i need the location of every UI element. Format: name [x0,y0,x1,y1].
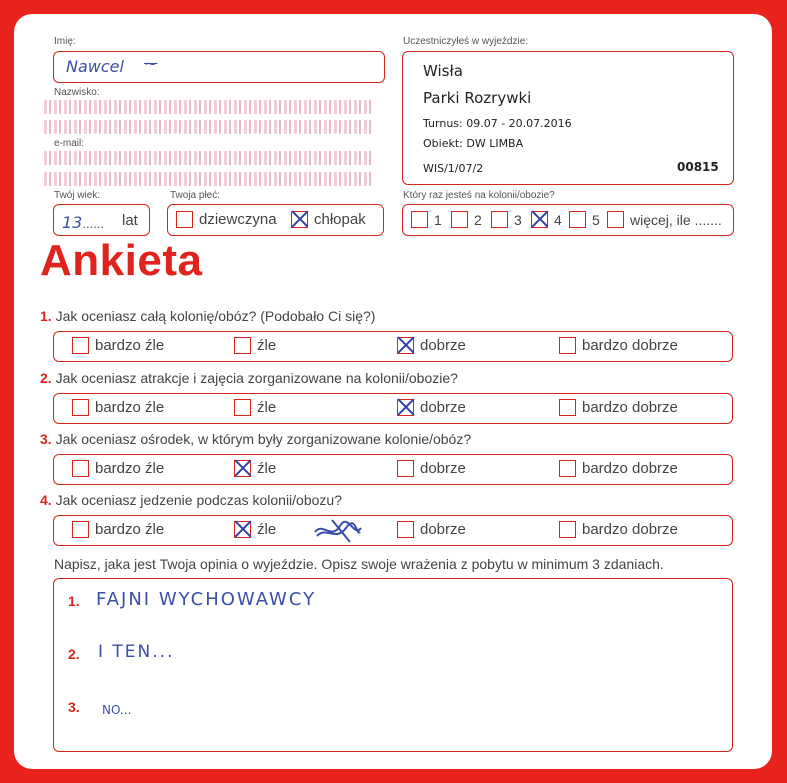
trip-place: Wisła [423,62,463,80]
scribble-mark-icon [312,518,364,544]
q1-bardzo-dobrze[interactable]: bardzo dobrze [559,337,678,354]
q4-bardzo-dobrze[interactable]: bardzo dobrze [559,521,678,538]
email-label: e-mail: [54,138,85,149]
first-name-value: Nawcel [66,57,124,76]
question-2: 2. Jak oceniasz atrakcje i zajęcia zorganizowane na kolonii/obozie? [40,370,458,386]
q1-bardzo-zle[interactable]: bardzo źle [72,337,164,354]
trip-turnus: Turnus: 09.07 - 20.07.2016 [423,117,572,130]
trip-obiekt: Obiekt: DW LIMBA [423,137,524,150]
redacted-last-name-2 [44,120,374,134]
opinion-textarea[interactable] [53,578,733,752]
times-field [402,204,734,236]
q1-dobrze-checked[interactable]: dobrze [397,337,466,354]
question-3-options [53,454,733,485]
times-option-4-checked[interactable]: 4 [531,211,562,228]
question-4-options [53,515,733,546]
q2-bardzo-dobrze[interactable]: bardzo dobrze [559,399,678,416]
redacted-email [44,151,374,165]
opinion-line-1-text: FAJNI WYCHOWAWCY [96,589,317,610]
gender-option-girl[interactable]: dziewczyna [176,211,277,228]
question-2-options [53,393,733,424]
times-label: Który raz jesteś na kolonii/obozie? [403,190,555,201]
q2-dobrze-checked[interactable]: dobrze [397,399,466,416]
opinion-prompt: Napisz, jaka jest Twoja opinia o wyjeździe. Opisz swoje wrażenia z pobytu w minimum 3 zdaniach. [54,556,664,572]
crossed-out-handwriting: ~ [144,54,158,73]
question-4: 4. Jak oceniasz jedzenie podczas kolonii/obozu? [40,492,342,508]
trip-label: Uczestniczyłeś w wyjeździe: [403,36,529,47]
survey-title: Ankieta [40,236,203,285]
q3-zle-checked[interactable]: źle [234,460,276,477]
age-value: 13 [62,213,83,232]
redacted-last-name [44,100,374,114]
trip-name: Parki Rozrywki [423,89,532,107]
opinion-line-3-text: NO... [102,703,132,717]
age-field[interactable]: 13...... lat [53,204,150,236]
first-name-label: Imię: [54,36,76,47]
redacted-email-2 [44,172,374,186]
q4-dobrze[interactable]: dobrze [397,521,466,538]
opinion-line-2-text: I TEN... [98,642,175,662]
question-1-options [53,331,733,362]
question-1: 1. Jak oceniasz całą kolonię/obóz? (Podobało Ci się?) [40,308,376,324]
q2-bardzo-zle[interactable]: bardzo źle [72,399,164,416]
q3-bardzo-zle[interactable]: bardzo źle [72,460,164,477]
gender-field [167,204,384,236]
times-option-1[interactable]: 1 [411,211,442,228]
q2-zle[interactable]: źle [234,399,276,416]
times-option-2[interactable]: 2 [451,211,482,228]
times-option-more[interactable]: więcej, ile ....... [607,211,722,228]
trip-info-box [402,51,734,185]
q4-bardzo-zle[interactable]: bardzo źle [72,521,164,538]
checkbox-girl[interactable] [176,211,193,228]
opinion-line-1-num: 1. [68,593,80,609]
last-name-label: Nazwisko: [54,87,100,98]
q4-zle-checked[interactable]: źle [234,521,276,538]
times-option-5[interactable]: 5 [569,211,600,228]
question-3: 3. Jak oceniasz ośrodek, w którym były zorganizowane kolonie/obóz? [40,431,472,447]
q1-zle[interactable]: źle [234,337,276,354]
opinion-line-2-num: 2. [68,646,80,662]
trip-code: WIS/1/07/2 [423,162,484,175]
gender-label: Twoja płeć: [170,190,221,201]
times-option-3[interactable]: 3 [491,211,522,228]
opinion-line-3-num: 3. [68,699,80,715]
age-unit: lat [122,212,138,229]
age-label: Twój wiek: [54,190,101,201]
first-name-field[interactable] [53,51,385,83]
gender-option-boy[interactable]: chłopak [291,211,366,228]
checkbox-boy-checked[interactable] [291,211,308,228]
q3-dobrze[interactable]: dobrze [397,460,466,477]
q3-bardzo-dobrze[interactable]: bardzo dobrze [559,460,678,477]
trip-number: 00815 [677,160,719,174]
